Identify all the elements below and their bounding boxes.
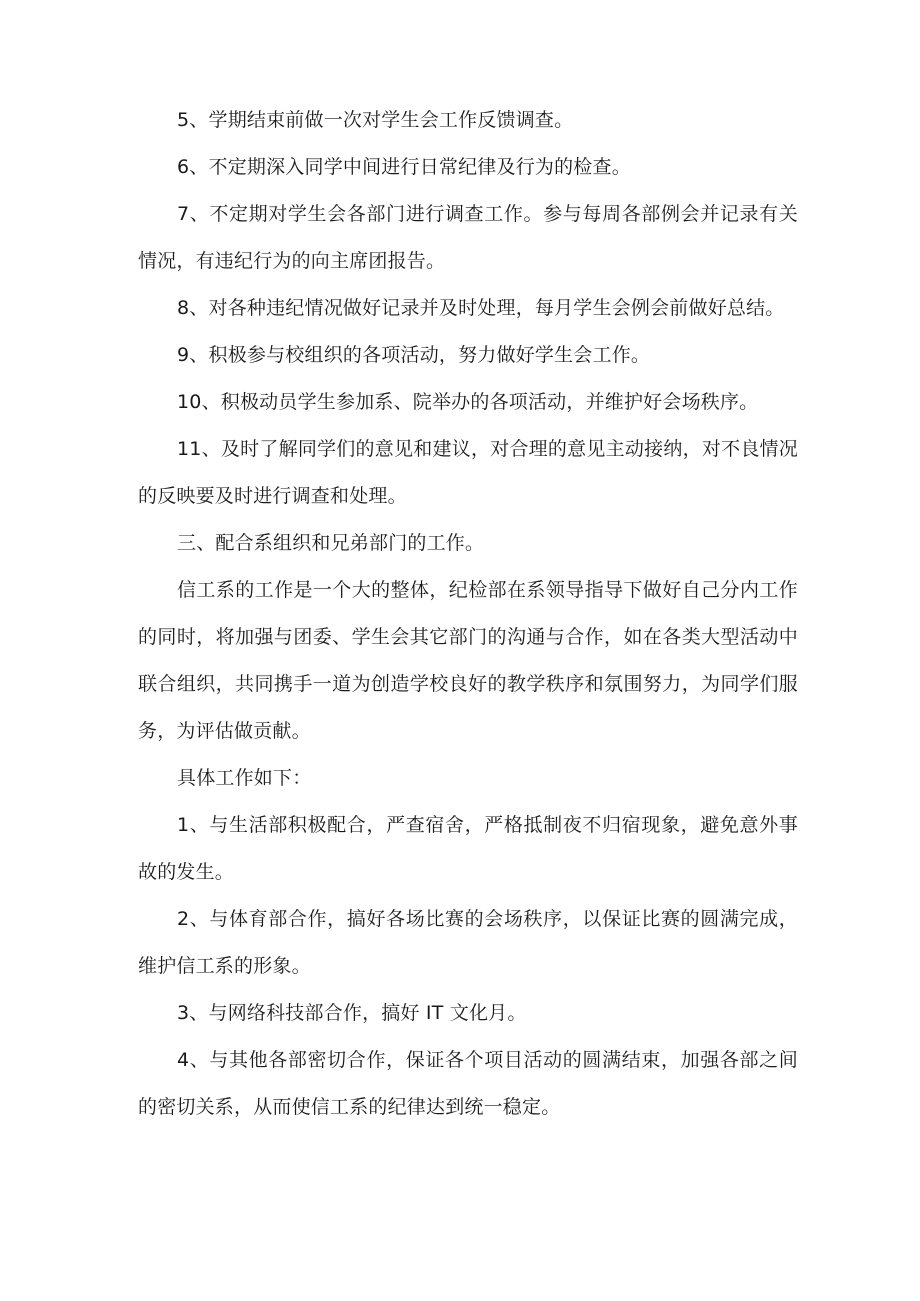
paragraph-item-5: 5、学期结束前做一次对学生会工作反馈调查。 xyxy=(177,109,574,131)
document-body xyxy=(138,97,798,1131)
paragraph-item-9: 9、积极参与校组织的各项活动，努力做好学生会工作。 xyxy=(177,344,651,366)
subsection-intro: 具体工作如下： xyxy=(177,767,312,789)
work-item-1: 1、与生活部积极配合，严查宿舍，严格抵制夜不归宿现象，避免意外事故的发生。 xyxy=(138,814,798,883)
section-body-paragraph: 信工系的工作是一个大的整体，纪检部在系领导指导下做好自己分内工作的同时，将加强与团委、学生会其它部门的沟通与合作，如在各类大型活动中联合组织，共同携手一道为创造学校良好的教学秩序和氛围努力，为同学们服务，为评估做贡献。 xyxy=(138,579,798,742)
paragraph-item-8: 8、对各种违纪情况做好记录并及时处理，每月学生会例会前做好总结。 xyxy=(177,297,785,319)
paragraph-item-10: 10、积极动员学生参加系、院举办的各项活动，并维护好会场秩序。 xyxy=(177,391,759,413)
section-heading-3: 三、配合系组织和兄弟部门的工作。 xyxy=(177,532,485,554)
work-item-2: 2、与体育部合作，搞好各场比赛的会场秩序，以保证比赛的圆满完成，维护信工系的形象。 xyxy=(138,908,798,977)
paragraph-item-11: 11、及时了解同学们的意见和建议，对合理的意见主动接纳，对不良情况的反映要及时进行调查和处理。 xyxy=(138,438,798,507)
work-item-3: 3、与网络科技部合作，搞好 IT 文化月。 xyxy=(177,1002,527,1024)
paragraph-item-7: 7、不定期对学生会各部门进行调查工作。参与每周各部例会并记录有关情况，有违纪行为的向主席团报告。 xyxy=(138,203,798,272)
work-item-4: 4、与其他各部密切合作，保证各个项目活动的圆满结束，加强各部之间的密切关系，从而使信工系的纪律达到统一稳定。 xyxy=(138,1049,798,1118)
paragraph-item-6: 6、不定期深入同学中间进行日常纪律及行为的检查。 xyxy=(177,156,631,178)
